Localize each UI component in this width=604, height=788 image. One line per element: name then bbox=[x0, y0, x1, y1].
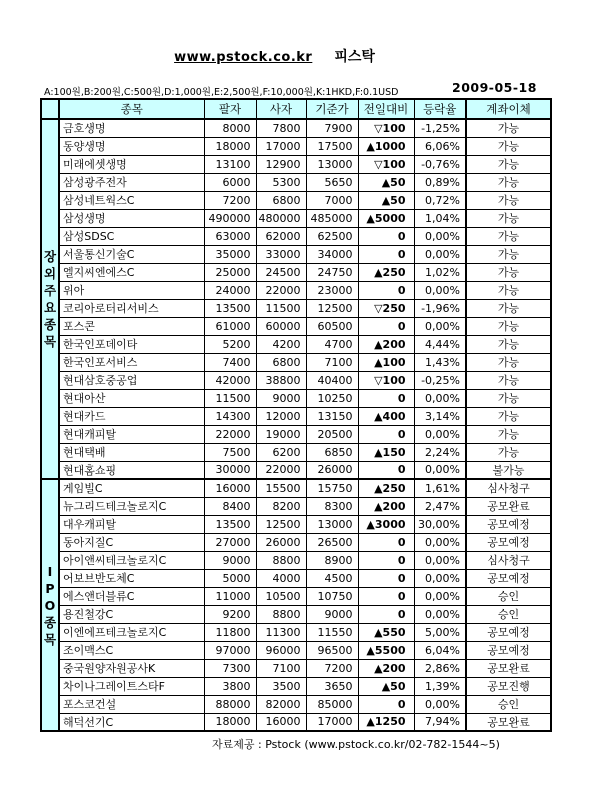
cell-name: 현대삼호중공업 bbox=[59, 371, 204, 389]
cell-buy: 15500 bbox=[256, 479, 306, 497]
data-source-footer: 자료제공 : Pstock (www.pstock.co.kr/02-782-1544~5) bbox=[212, 738, 500, 751]
cell-buy: 6200 bbox=[256, 443, 306, 461]
cell-base: 7900 bbox=[306, 119, 358, 137]
cell-base: 85000 bbox=[306, 695, 358, 713]
column-header-0: 종목 bbox=[59, 99, 204, 119]
cell-change: ▲400 bbox=[358, 407, 414, 425]
cell-base: 96500 bbox=[306, 641, 358, 659]
cell-transfer: 공모완료 bbox=[466, 713, 551, 731]
corner-cell bbox=[41, 99, 59, 119]
cell-transfer: 공모진행 bbox=[466, 677, 551, 695]
cell-name: 용진철강C bbox=[59, 605, 204, 623]
cell-transfer: 공모완료 bbox=[466, 659, 551, 677]
cell-base: 17000 bbox=[306, 713, 358, 731]
cell-rate: 0,89% bbox=[414, 173, 466, 191]
cell-name: 동양생명 bbox=[59, 137, 204, 155]
cell-sell: 88000 bbox=[204, 695, 256, 713]
cell-change: ▽100 bbox=[358, 371, 414, 389]
cell-name: 금호생명 bbox=[59, 119, 204, 137]
cell-transfer: 가능 bbox=[466, 299, 551, 317]
cell-buy: 6800 bbox=[256, 353, 306, 371]
cell-rate: 1,39% bbox=[414, 677, 466, 695]
cell-buy: 11300 bbox=[256, 623, 306, 641]
cell-rate: 0,00% bbox=[414, 569, 466, 587]
cell-rate: 0,00% bbox=[414, 245, 466, 263]
header-row bbox=[41, 99, 551, 119]
cell-transfer: 가능 bbox=[466, 245, 551, 263]
section-label-ipo: I P O 종 목 bbox=[41, 479, 59, 731]
page-title bbox=[0, 46, 604, 66]
cell-base: 24750 bbox=[306, 263, 358, 281]
table-row bbox=[41, 587, 551, 605]
table-row bbox=[41, 371, 551, 389]
cell-change: ▲50 bbox=[358, 191, 414, 209]
table-row bbox=[41, 533, 551, 551]
cell-sell: 5200 bbox=[204, 335, 256, 353]
cell-change: 0 bbox=[358, 605, 414, 623]
cell-change: ▲1000 bbox=[358, 137, 414, 155]
cell-change: ▽250 bbox=[358, 299, 414, 317]
cell-buy: 22000 bbox=[256, 281, 306, 299]
cell-buy: 4000 bbox=[256, 569, 306, 587]
cell-transfer: 승인 bbox=[466, 605, 551, 623]
cell-base: 23000 bbox=[306, 281, 358, 299]
cell-rate: 1,43% bbox=[414, 353, 466, 371]
cell-change: 0 bbox=[358, 317, 414, 335]
cell-base: 13000 bbox=[306, 155, 358, 173]
cell-transfer: 가능 bbox=[466, 335, 551, 353]
cell-rate: 6,06% bbox=[414, 137, 466, 155]
cell-base: 62500 bbox=[306, 227, 358, 245]
cell-rate: -1,96% bbox=[414, 299, 466, 317]
cell-rate: -0,25% bbox=[414, 371, 466, 389]
cell-buy: 8800 bbox=[256, 551, 306, 569]
cell-buy: 12900 bbox=[256, 155, 306, 173]
cell-buy: 5300 bbox=[256, 173, 306, 191]
cell-base: 6850 bbox=[306, 443, 358, 461]
cell-sell: 42000 bbox=[204, 371, 256, 389]
cell-base: 12500 bbox=[306, 299, 358, 317]
site-url-link[interactable]: www.pstock.co.kr bbox=[174, 50, 313, 65]
cell-buy: 24500 bbox=[256, 263, 306, 281]
cell-base: 485000 bbox=[306, 209, 358, 227]
cell-change: ▽100 bbox=[358, 155, 414, 173]
cell-buy: 7800 bbox=[256, 119, 306, 137]
section-label-otc: 장 외 주 요 종 목 bbox=[41, 119, 59, 479]
cell-change: 0 bbox=[358, 227, 414, 245]
cell-change: 0 bbox=[358, 425, 414, 443]
cell-name: 차이나그레이트스타F bbox=[59, 677, 204, 695]
table-row bbox=[41, 443, 551, 461]
cell-change: ▲250 bbox=[358, 263, 414, 281]
cell-sell: 7200 bbox=[204, 191, 256, 209]
cell-name: 중국원양자원공사K bbox=[59, 659, 204, 677]
table-row bbox=[41, 623, 551, 641]
cell-buy: 12500 bbox=[256, 515, 306, 533]
table-row bbox=[41, 389, 551, 407]
table-row bbox=[41, 119, 551, 137]
cell-buy: 17000 bbox=[256, 137, 306, 155]
cell-buy: 10500 bbox=[256, 587, 306, 605]
cell-buy: 38800 bbox=[256, 371, 306, 389]
cell-buy: 6800 bbox=[256, 191, 306, 209]
cell-base: 60500 bbox=[306, 317, 358, 335]
cell-base: 7200 bbox=[306, 659, 358, 677]
cell-buy: 33000 bbox=[256, 245, 306, 263]
cell-sell: 13100 bbox=[204, 155, 256, 173]
cell-sell: 16000 bbox=[204, 479, 256, 497]
cell-name: 포스코건설 bbox=[59, 695, 204, 713]
cell-sell: 24000 bbox=[204, 281, 256, 299]
cell-name: 삼성네트웍스C bbox=[59, 191, 204, 209]
cell-name: 대우캐피탈 bbox=[59, 515, 204, 533]
table-row bbox=[41, 317, 551, 335]
quote-table bbox=[40, 98, 552, 732]
table-row bbox=[41, 353, 551, 371]
site-name: 피스탁 bbox=[334, 49, 375, 65]
cell-base: 3650 bbox=[306, 677, 358, 695]
cell-change: ▲50 bbox=[358, 677, 414, 695]
cell-name: 삼성SDSC bbox=[59, 227, 204, 245]
cell-base: 13150 bbox=[306, 407, 358, 425]
cell-transfer: 가능 bbox=[466, 353, 551, 371]
table-row bbox=[41, 209, 551, 227]
cell-base: 4700 bbox=[306, 335, 358, 353]
cell-rate: 2,86% bbox=[414, 659, 466, 677]
table-row bbox=[41, 677, 551, 695]
cell-rate: 0,00% bbox=[414, 587, 466, 605]
cell-sell: 13500 bbox=[204, 515, 256, 533]
cell-sell: 11000 bbox=[204, 587, 256, 605]
cell-base: 26500 bbox=[306, 533, 358, 551]
cell-rate: 0,00% bbox=[414, 281, 466, 299]
cell-base: 34000 bbox=[306, 245, 358, 263]
cell-rate: -0,76% bbox=[414, 155, 466, 173]
cell-transfer: 공모예정 bbox=[466, 641, 551, 659]
cell-base: 13000 bbox=[306, 515, 358, 533]
table-row bbox=[41, 245, 551, 263]
table-row bbox=[41, 659, 551, 677]
cell-transfer: 가능 bbox=[466, 137, 551, 155]
cell-change: 0 bbox=[358, 245, 414, 263]
cell-rate: 0,00% bbox=[414, 389, 466, 407]
cell-buy: 26000 bbox=[256, 533, 306, 551]
cell-sell: 490000 bbox=[204, 209, 256, 227]
cell-change: 0 bbox=[358, 551, 414, 569]
table-row bbox=[41, 605, 551, 623]
cell-buy: 82000 bbox=[256, 695, 306, 713]
cell-rate: 6,04% bbox=[414, 641, 466, 659]
table-row bbox=[41, 641, 551, 659]
cell-name: 현대홈쇼핑 bbox=[59, 461, 204, 479]
cell-base: 7000 bbox=[306, 191, 358, 209]
table-row bbox=[41, 551, 551, 569]
table-row bbox=[41, 407, 551, 425]
cell-change: ▲5500 bbox=[358, 641, 414, 659]
cell-transfer: 공모완료 bbox=[466, 497, 551, 515]
cell-sell: 30000 bbox=[204, 461, 256, 479]
table-row bbox=[41, 335, 551, 353]
cell-change: ▲1250 bbox=[358, 713, 414, 731]
table-row bbox=[41, 173, 551, 191]
table-row bbox=[41, 515, 551, 533]
cell-rate: 0,00% bbox=[414, 551, 466, 569]
cell-transfer: 가능 bbox=[466, 281, 551, 299]
cell-change: ▽100 bbox=[358, 119, 414, 137]
cell-rate: 0,00% bbox=[414, 425, 466, 443]
cell-rate: 5,00% bbox=[414, 623, 466, 641]
column-header-5: 등락율 bbox=[414, 99, 466, 119]
cell-transfer: 가능 bbox=[466, 317, 551, 335]
cell-transfer: 가능 bbox=[466, 263, 551, 281]
cell-base: 40400 bbox=[306, 371, 358, 389]
cell-base: 10250 bbox=[306, 389, 358, 407]
cell-sell: 22000 bbox=[204, 425, 256, 443]
cell-buy: 480000 bbox=[256, 209, 306, 227]
cell-transfer: 가능 bbox=[466, 425, 551, 443]
cell-sell: 7500 bbox=[204, 443, 256, 461]
table-row bbox=[41, 569, 551, 587]
cell-name: 게임빌C bbox=[59, 479, 204, 497]
cell-buy: 8200 bbox=[256, 497, 306, 515]
cell-sell: 97000 bbox=[204, 641, 256, 659]
price-unit-legend: A:100원,B:200원,C:500원,D:1,000원,E:2,500원,F:10,000원,K:1HKD,F:0.1USD bbox=[44, 87, 399, 98]
cell-transfer: 가능 bbox=[466, 155, 551, 173]
cell-sell: 14300 bbox=[204, 407, 256, 425]
cell-rate: 4,44% bbox=[414, 335, 466, 353]
table-row bbox=[41, 461, 551, 479]
cell-base: 4500 bbox=[306, 569, 358, 587]
cell-base: 15750 bbox=[306, 479, 358, 497]
table-row bbox=[41, 191, 551, 209]
cell-sell: 18000 bbox=[204, 137, 256, 155]
cell-name: 한국인포데이타 bbox=[59, 335, 204, 353]
cell-buy: 16000 bbox=[256, 713, 306, 731]
cell-sell: 8400 bbox=[204, 497, 256, 515]
cell-transfer: 심사청구 bbox=[466, 479, 551, 497]
cell-transfer: 가능 bbox=[466, 119, 551, 137]
cell-change: 0 bbox=[358, 695, 414, 713]
cell-buy: 96000 bbox=[256, 641, 306, 659]
cell-sell: 9000 bbox=[204, 551, 256, 569]
cell-sell: 8000 bbox=[204, 119, 256, 137]
cell-change: ▲200 bbox=[358, 335, 414, 353]
cell-sell: 11500 bbox=[204, 389, 256, 407]
cell-sell: 18000 bbox=[204, 713, 256, 731]
table-row bbox=[41, 479, 551, 497]
cell-name: 서울통신기술C bbox=[59, 245, 204, 263]
cell-base: 10750 bbox=[306, 587, 358, 605]
cell-sell: 6000 bbox=[204, 173, 256, 191]
cell-transfer: 가능 bbox=[466, 407, 551, 425]
cell-base: 8900 bbox=[306, 551, 358, 569]
cell-buy: 22000 bbox=[256, 461, 306, 479]
cell-sell: 5000 bbox=[204, 569, 256, 587]
cell-sell: 63000 bbox=[204, 227, 256, 245]
quote-table-header bbox=[41, 99, 551, 119]
cell-name: 포스콘 bbox=[59, 317, 204, 335]
cell-sell: 61000 bbox=[204, 317, 256, 335]
cell-buy: 8800 bbox=[256, 605, 306, 623]
cell-transfer: 공모예정 bbox=[466, 623, 551, 641]
cell-name: 삼성생명 bbox=[59, 209, 204, 227]
column-header-1: 팔자 bbox=[204, 99, 256, 119]
table-row bbox=[41, 137, 551, 155]
cell-rate: 2,24% bbox=[414, 443, 466, 461]
cell-rate: 0,00% bbox=[414, 461, 466, 479]
cell-change: ▲100 bbox=[358, 353, 414, 371]
table-row bbox=[41, 497, 551, 515]
table-row bbox=[41, 227, 551, 245]
cell-rate: 2,47% bbox=[414, 497, 466, 515]
cell-buy: 19000 bbox=[256, 425, 306, 443]
cell-rate: 0,00% bbox=[414, 605, 466, 623]
cell-name: 조이맥스C bbox=[59, 641, 204, 659]
cell-sell: 13500 bbox=[204, 299, 256, 317]
cell-name: 엘지씨엔에스C bbox=[59, 263, 204, 281]
cell-name: 어보브반도체C bbox=[59, 569, 204, 587]
cell-sell: 25000 bbox=[204, 263, 256, 281]
cell-name: 미래에셋생명 bbox=[59, 155, 204, 173]
cell-name: 삼성광주전자 bbox=[59, 173, 204, 191]
cell-change: ▲250 bbox=[358, 479, 414, 497]
column-header-2: 사자 bbox=[256, 99, 306, 119]
cell-transfer: 가능 bbox=[466, 191, 551, 209]
cell-name: 현대카드 bbox=[59, 407, 204, 425]
cell-name: 위아 bbox=[59, 281, 204, 299]
cell-change: ▲150 bbox=[358, 443, 414, 461]
cell-buy: 60000 bbox=[256, 317, 306, 335]
cell-buy: 12000 bbox=[256, 407, 306, 425]
table-row bbox=[41, 281, 551, 299]
cell-base: 7100 bbox=[306, 353, 358, 371]
cell-name: 현대택배 bbox=[59, 443, 204, 461]
column-header-3: 기준가 bbox=[306, 99, 358, 119]
cell-base: 5650 bbox=[306, 173, 358, 191]
cell-name: 에스앤더블류C bbox=[59, 587, 204, 605]
cell-sell: 9200 bbox=[204, 605, 256, 623]
cell-rate: 0,00% bbox=[414, 317, 466, 335]
cell-buy: 11500 bbox=[256, 299, 306, 317]
cell-rate: 1,61% bbox=[414, 479, 466, 497]
cell-rate: 3,14% bbox=[414, 407, 466, 425]
cell-buy: 62000 bbox=[256, 227, 306, 245]
cell-change: 0 bbox=[358, 389, 414, 407]
cell-sell: 27000 bbox=[204, 533, 256, 551]
cell-sell: 35000 bbox=[204, 245, 256, 263]
cell-change: ▲5000 bbox=[358, 209, 414, 227]
cell-name: 뉴그리드테크놀로지C bbox=[59, 497, 204, 515]
cell-change: 0 bbox=[358, 461, 414, 479]
cell-buy: 3500 bbox=[256, 677, 306, 695]
cell-transfer: 가능 bbox=[466, 173, 551, 191]
cell-base: 26000 bbox=[306, 461, 358, 479]
cell-change: 0 bbox=[358, 587, 414, 605]
cell-change: 0 bbox=[358, 569, 414, 587]
cell-rate: 0,00% bbox=[414, 227, 466, 245]
cell-buy: 4200 bbox=[256, 335, 306, 353]
cell-transfer: 가능 bbox=[466, 371, 551, 389]
cell-transfer: 공모예정 bbox=[466, 533, 551, 551]
cell-change: 0 bbox=[358, 281, 414, 299]
cell-name: 한국인포서비스 bbox=[59, 353, 204, 371]
cell-transfer: 가능 bbox=[466, 227, 551, 245]
cell-transfer: 공모예정 bbox=[466, 515, 551, 533]
cell-transfer: 승인 bbox=[466, 587, 551, 605]
column-header-4: 전일대비 bbox=[358, 99, 414, 119]
cell-transfer: 가능 bbox=[466, 209, 551, 227]
cell-name: 동아지질C bbox=[59, 533, 204, 551]
cell-sell: 11800 bbox=[204, 623, 256, 641]
cell-change: 0 bbox=[358, 533, 414, 551]
cell-rate: 0,00% bbox=[414, 695, 466, 713]
quote-table-body bbox=[41, 119, 551, 731]
column-header-6: 계좌이체 bbox=[466, 99, 551, 119]
cell-sell: 3800 bbox=[204, 677, 256, 695]
cell-rate: 0,00% bbox=[414, 533, 466, 551]
cell-transfer: 불가능 bbox=[466, 461, 551, 479]
cell-base: 20500 bbox=[306, 425, 358, 443]
cell-change: ▲50 bbox=[358, 173, 414, 191]
cell-base: 9000 bbox=[306, 605, 358, 623]
cell-name: 코리아로터리서비스 bbox=[59, 299, 204, 317]
table-row bbox=[41, 299, 551, 317]
cell-change: ▲200 bbox=[358, 497, 414, 515]
cell-transfer: 심사청구 bbox=[466, 551, 551, 569]
cell-rate: 7,94% bbox=[414, 713, 466, 731]
table-row bbox=[41, 425, 551, 443]
cell-rate: 1,04% bbox=[414, 209, 466, 227]
quote-date: 2009-05-18 bbox=[452, 80, 537, 95]
cell-rate: 0,72% bbox=[414, 191, 466, 209]
cell-sell: 7300 bbox=[204, 659, 256, 677]
cell-base: 8300 bbox=[306, 497, 358, 515]
table-row bbox=[41, 695, 551, 713]
table-row bbox=[41, 155, 551, 173]
cell-sell: 7400 bbox=[204, 353, 256, 371]
cell-name: 현대아산 bbox=[59, 389, 204, 407]
cell-buy: 9000 bbox=[256, 389, 306, 407]
cell-transfer: 승인 bbox=[466, 695, 551, 713]
cell-base: 11550 bbox=[306, 623, 358, 641]
table-row bbox=[41, 263, 551, 281]
cell-change: ▲550 bbox=[358, 623, 414, 641]
cell-buy: 7100 bbox=[256, 659, 306, 677]
cell-transfer: 공모예정 bbox=[466, 569, 551, 587]
cell-name: 이엔에프테크놀로지C bbox=[59, 623, 204, 641]
cell-base: 17500 bbox=[306, 137, 358, 155]
table-row bbox=[41, 713, 551, 731]
cell-name: 현대캐피탈 bbox=[59, 425, 204, 443]
cell-name: 해덕선기C bbox=[59, 713, 204, 731]
cell-rate: 30,00% bbox=[414, 515, 466, 533]
cell-transfer: 가능 bbox=[466, 443, 551, 461]
cell-change: ▲3000 bbox=[358, 515, 414, 533]
cell-transfer: 가능 bbox=[466, 389, 551, 407]
cell-name: 아이앤씨테크놀로지C bbox=[59, 551, 204, 569]
cell-change: ▲200 bbox=[358, 659, 414, 677]
cell-rate: 1,02% bbox=[414, 263, 466, 281]
cell-rate: -1,25% bbox=[414, 119, 466, 137]
